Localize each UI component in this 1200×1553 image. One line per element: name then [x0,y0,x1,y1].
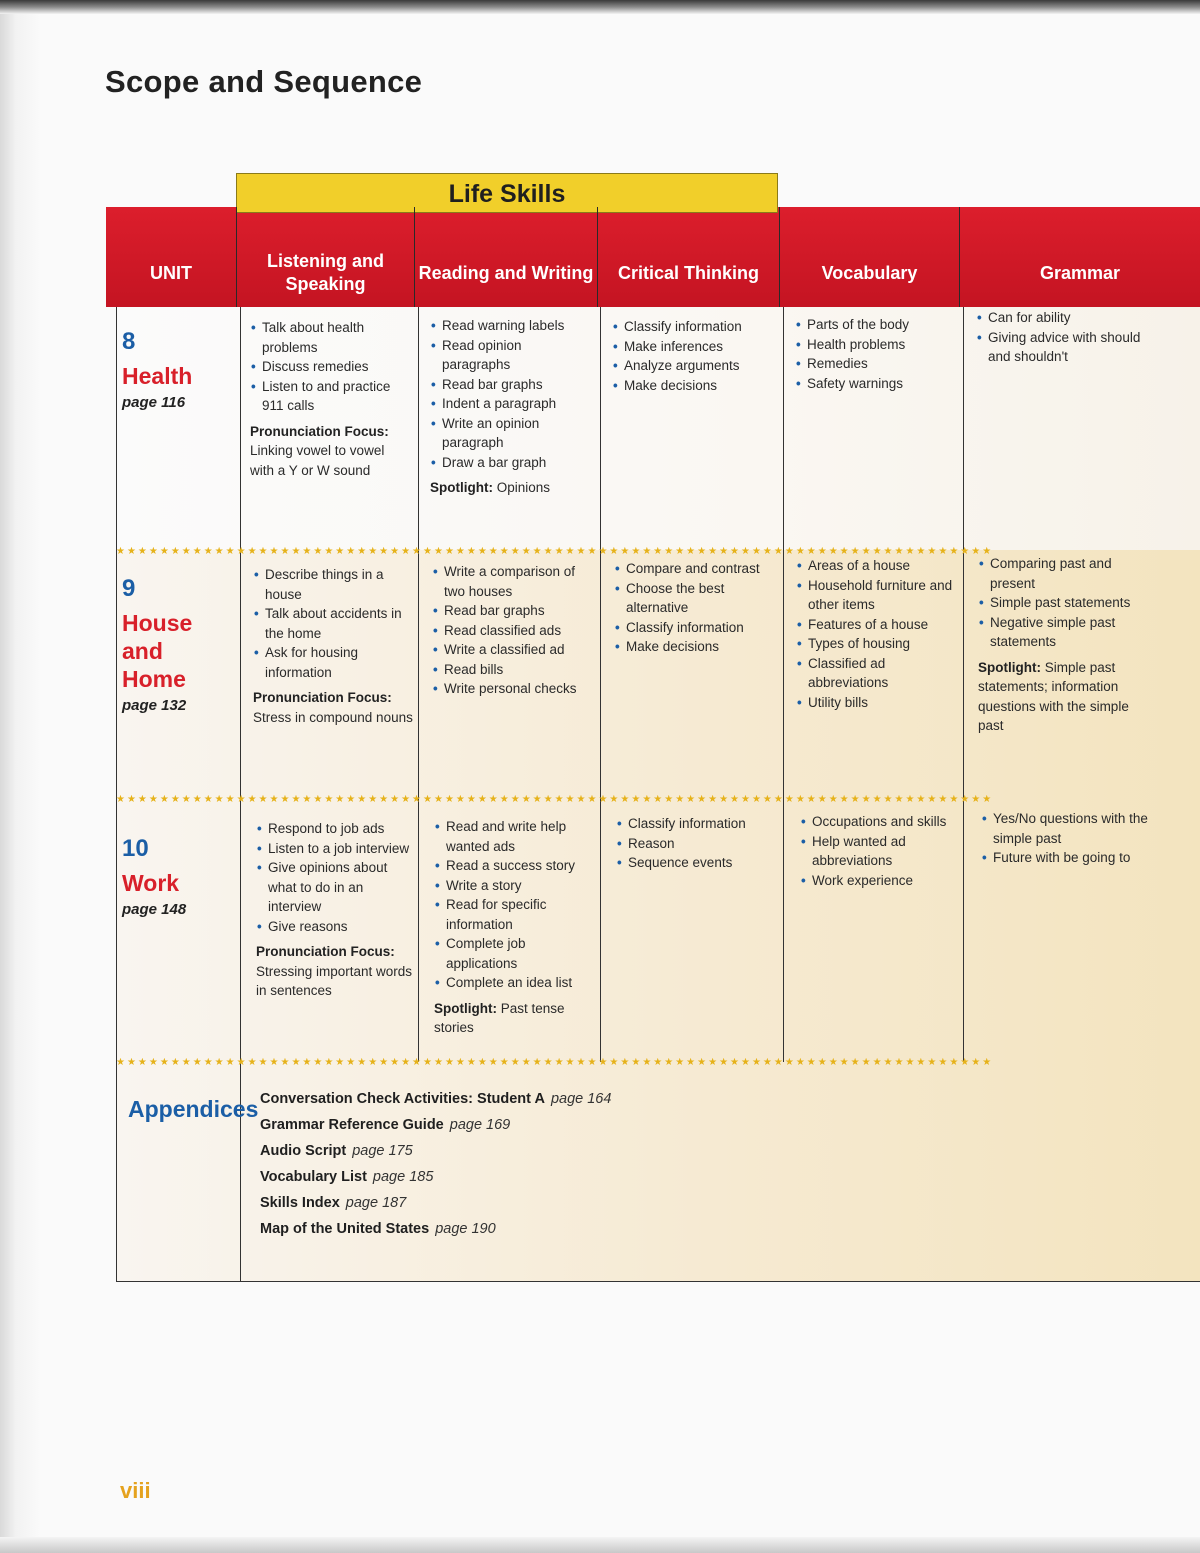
list-item: • Respond to job ads [256,819,416,839]
pronunciation-focus-label: Pronunciation Focus: [250,423,389,439]
appendix-label: Vocabulary List [260,1169,367,1185]
skill-list [614,559,779,657]
unit-label-8 [122,328,192,411]
appendix-label: Map of the United States [260,1221,430,1237]
list-item: • Work experience [800,871,960,891]
appendix-label: Audio Script [260,1143,347,1159]
list-item: • Give opinions about what to do in an interview [256,858,416,917]
unit-name: Work [122,870,180,896]
list-item: • Make decisions [612,376,777,396]
column-header-unit: UNIT [150,262,192,283]
unit-page: page 116 [122,394,186,411]
list-item: • Listen to and practice 911 calls [250,377,410,416]
list-item: • Utility bills [796,693,956,713]
column-header-vocabulary: Vocabulary [779,207,959,307]
appendix-page: page 164 [550,1091,612,1107]
list-item: • Discuss remedies [250,357,410,377]
list-item: • Yes/No questions with the simple past [981,809,1161,848]
unit8-grammar-cell [976,308,1156,367]
skill-list [430,316,592,472]
unit10-critical-cell [616,814,781,873]
list-item: • Areas of a house [796,556,956,576]
list-item: • Analyze arguments [612,356,777,376]
list-item: • Write a comparison of two houses [432,562,594,601]
unit8-listening-cell [250,318,410,480]
pronunciation-focus-text: Linking vowel to vowel with a Y or W sound [250,443,385,478]
list-item: • Read opinion paragraphs [430,336,592,375]
column-divider [418,307,419,1062]
list-item: • Indent a paragraph [430,394,592,414]
list-item: • Reason [616,834,781,854]
unit-number: 10 [122,835,149,862]
list-item: • Occupations and skills [800,812,960,832]
column-divider [963,307,964,1062]
appendix-label: Grammar Reference Guide [260,1117,444,1133]
list-item: • Help wanted ad abbreviations [800,832,960,871]
unit10-reading-cell [434,817,596,1038]
column-header-critical-thinking: Critical Thinking [597,207,779,307]
list-item: • Household furniture and other items [796,576,956,615]
list-item: • Complete an idea list [434,973,596,993]
appendix-page: page 190 [435,1221,496,1237]
unit8-critical-cell [612,317,777,395]
list-item: • Features of a house [796,615,956,635]
unit-page: page 148 [122,901,187,918]
skill-list [256,819,416,936]
column-header-reading: Reading and Writing [414,207,597,307]
skill-list [981,809,1161,868]
unit10-grammar-cell [981,809,1161,868]
list-item: • Sequence events [616,853,781,873]
list-item: • Read bills [432,660,594,680]
column-divider [783,307,784,1062]
list-item: • Talk about accidents in the home [253,604,413,643]
appendix-item [260,1164,611,1190]
skill-list [978,554,1148,652]
skill-list [795,315,955,393]
page-number: viii [120,1478,151,1503]
list-item: • Simple past statements [978,593,1148,613]
list-item: • Choose the best alternative [614,579,779,618]
scan-edge-bottom [0,1537,1200,1553]
list-item: • Classified ad abbreviations [796,654,956,693]
list-item: • Write an opinion paragraph [430,414,592,453]
star-divider: ★★★★★★★★★★★★★★★★★★★★★★★★★★★★★★★★★★★★★★★★★★★★★★★★★★★★★★★★★★★★★★★★★★★★★★★★★★★★★★★★ [116,1058,994,1068]
spotlight-label: Spotlight: [434,1000,497,1016]
skill-list [250,318,410,416]
list-item: • Parts of the body [795,315,955,335]
appendix-item [260,1112,611,1138]
list-item: • Read for specific information [434,895,596,934]
pronunciation-focus-text: Stressing important words in sentences [256,963,413,998]
unit10-listening-cell [256,819,416,1001]
pronunciation-focus-label: Pronunciation Focus: [256,944,395,959]
unit10-vocabulary-cell [800,812,960,890]
list-item: • Comparing past and present [978,554,1148,593]
unit8-vocabulary-cell [795,315,955,393]
unit9-reading-cell [432,562,594,699]
unit9-vocabulary-cell [796,556,956,712]
skill-list [796,556,956,712]
list-item: • Draw a bar graph [430,453,592,473]
spotlight-label: Spotlight: [430,480,493,495]
spotlight [978,658,1148,736]
list-item: • Talk about health problems [250,318,410,357]
unit-label-9 [122,575,202,714]
list-item: • Remedies [795,354,955,374]
skill-list [432,562,594,699]
appendix-page: page 185 [372,1169,434,1185]
list-item: • Health problems [795,335,955,355]
list-item: • Classify information [612,317,777,337]
appendix-page: page 169 [449,1117,511,1133]
unit-label-10 [122,835,186,918]
page-edge [0,0,40,1553]
list-item: • Read bar graphs [432,601,594,621]
skill-list [612,317,777,395]
list-item: • Listen to a job interview [256,839,416,859]
skill-list [616,814,781,873]
column-header-grammar: Grammar [959,207,1200,307]
column-header-listening: Listening and Speaking [236,207,414,307]
list-item: • Read warning labels [430,316,592,336]
unit-number: 8 [122,328,136,355]
star-divider: ★★★★★★★★★★★★★★★★★★★★★★★★★★★★★★★★★★★★★★★★★★★★★★★★★★★★★★★★★★★★★★★★★★★★★★★★★★★★★★★★ [116,795,994,805]
star-divider: ★★★★★★★★★★★★★★★★★★★★★★★★★★★★★★★★★★★★★★★★★★★★★★★★★★★★★★★★★★★★★★★★★★★★★★★★★★★★★★★★ [116,547,994,557]
list-item: • Classify information [614,618,779,638]
spotlight-text: Opinions [496,480,551,495]
appendix-item [260,1086,611,1112]
list-item: • Write a story [434,876,596,896]
table-border-bottom [116,1281,1200,1282]
list-item: • Safety warnings [795,374,955,394]
list-item: • Make decisions [614,637,779,657]
unit-name: Health [122,363,193,389]
appendices-title: Appendices [128,1096,259,1122]
life-skills-header: Life Skills [236,173,778,213]
skill-list [434,817,596,993]
list-item: • Classify information [616,814,781,834]
list-item: • Complete job applications [434,934,596,973]
skill-list [976,308,1156,367]
appendix-label: Conversation Check Activities: Student A [260,1091,545,1107]
appendix-page: page 187 [345,1195,407,1211]
list-item: • Compare and contrast [614,559,779,579]
list-item: • Negative simple past statements [978,613,1148,652]
column-divider [600,307,601,1062]
list-item: • Ask for housing information [253,643,413,682]
unit-page: page 132 [122,697,187,714]
appendices-list [260,1086,611,1242]
appendix-item [260,1190,611,1216]
list-item: • Make inferences [612,337,777,357]
unit8-reading-cell [430,316,592,498]
skill-list [253,565,413,682]
list-item: • Write personal checks [432,679,594,699]
appendix-item [260,1216,611,1242]
list-item: • Read classified ads [432,621,594,641]
list-item: • Future with be going to [981,848,1161,868]
list-item: • Write a classified ad [432,640,594,660]
spotlight [434,999,596,1038]
pronunciation-focus-text: Stress in compound nouns [253,709,413,725]
appendix-label: Skills Index [260,1195,340,1211]
list-item: • Describe things in a house [253,565,413,604]
spotlight [430,478,592,498]
skill-list [800,812,960,890]
scan-edge-top [0,0,1200,14]
unit9-critical-cell [614,559,779,657]
list-item: • Giving advice with should and shouldn't [976,328,1156,367]
list-item: • Can for ability [976,308,1156,328]
list-item: • Read a success story [434,856,596,876]
unit9-grammar-cell [978,554,1148,736]
pronunciation-focus-label: Pronunciation Focus: [253,690,392,705]
list-item: • Read and write help wanted ads [434,817,596,856]
unit-number: 9 [122,575,136,602]
list-item: • Give reasons [256,917,416,937]
appendix-page: page 175 [352,1143,413,1159]
unit-name: House and Home [122,610,193,692]
spotlight-text: Simple past statements; information questions with the simple past [978,659,1129,733]
appendix-item [260,1138,611,1164]
list-item: • Types of housing [796,634,956,654]
spotlight-label: Spotlight: [978,659,1041,675]
page-title: Scope and Sequence [105,64,423,99]
unit9-listening-cell [253,565,413,727]
spotlight-text: Past tense stories [434,1000,565,1035]
list-item: • Read bar graphs [430,375,592,395]
